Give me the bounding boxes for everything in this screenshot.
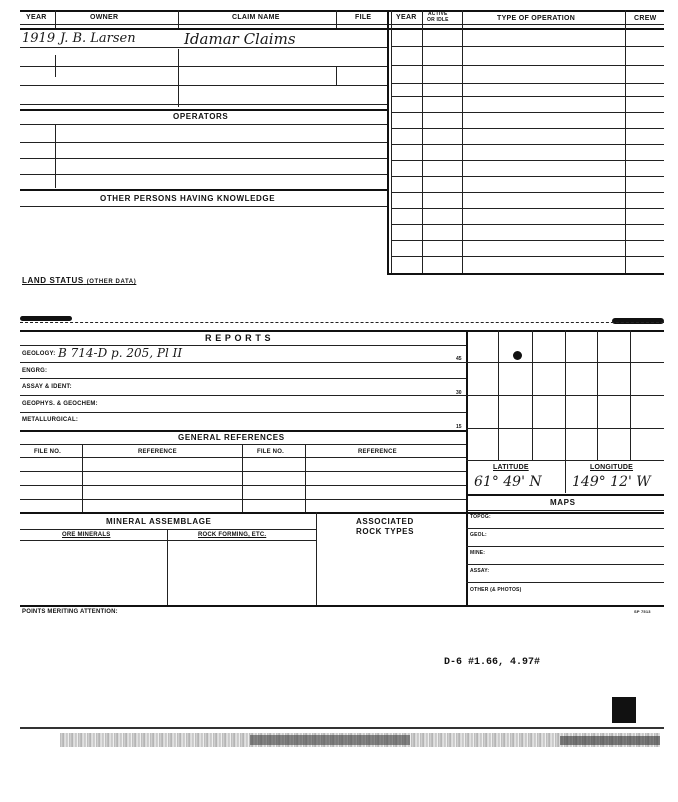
row-line	[20, 378, 466, 379]
col-divider	[55, 55, 56, 77]
scan-smudge	[612, 318, 664, 324]
metallurgical-label: METALLURGICAL:	[22, 417, 79, 423]
op-row-line	[391, 208, 664, 209]
op-row-line	[391, 65, 664, 66]
header-bottom-line	[20, 24, 664, 25]
maps-heading: MAPS	[550, 498, 576, 507]
row-line	[466, 528, 664, 529]
engrg-label: ENGRG:	[22, 368, 48, 374]
row-line	[466, 546, 664, 547]
row-line	[466, 582, 664, 583]
row-line	[466, 564, 664, 565]
col-year2-header: YEAR	[396, 14, 417, 21]
margin-number-30: 30	[456, 390, 462, 396]
row-line	[20, 104, 387, 105]
op-row-line	[391, 96, 664, 97]
row-line	[20, 430, 466, 432]
grid-row	[466, 395, 664, 396]
col-file-header: FILE	[355, 14, 372, 21]
op-row-line	[391, 256, 664, 257]
row-line	[20, 485, 466, 486]
ref-col-file-no-2: FILE NO.	[257, 449, 284, 455]
assay-label: ASSAY & IDENT:	[22, 384, 72, 390]
geophys-label: GEOPHYS. & GEOCHEM:	[22, 401, 98, 407]
op-row-line	[391, 112, 664, 113]
scan-dark-patch	[250, 735, 410, 745]
row-line	[20, 142, 387, 143]
col-divider	[55, 10, 56, 28]
bottom-border	[20, 605, 664, 607]
op-row-line	[391, 160, 664, 161]
row-line	[20, 444, 466, 445]
ref-col-reference-1: REFERENCE	[138, 449, 177, 455]
entry-owner: J. B. Larsen	[60, 31, 136, 46]
scan-dark-patch	[560, 736, 660, 745]
longitude-value: 149° 12' W	[572, 474, 651, 490]
row-line	[466, 510, 664, 511]
margin-number-45: 45	[456, 356, 462, 362]
other-persons-top-line	[20, 189, 387, 191]
land-status-label: LAND STATUS	[22, 276, 84, 285]
col-divider	[178, 49, 179, 107]
col-divider	[565, 460, 566, 493]
col-active-header-2: OR IDLE	[427, 17, 449, 23]
op-row-line	[391, 83, 664, 84]
maps-other-label: OTHER (& PHOTOS)	[470, 587, 522, 593]
row-line	[466, 494, 664, 496]
op-row-line	[391, 128, 664, 129]
latitude-label: LATITUDE	[493, 464, 529, 471]
row-line	[20, 124, 387, 125]
row-line	[20, 540, 316, 541]
entry-year: 1919	[22, 31, 56, 46]
mineral-assemblage-heading: MINERAL ASSEMBLAGE	[106, 517, 212, 526]
scan-black-square	[612, 697, 636, 723]
row-line	[20, 457, 466, 458]
col-type-operation-header: TYPE OF OPERATION	[497, 15, 576, 22]
col-divider	[625, 10, 626, 274]
row-line	[20, 471, 466, 472]
main-vertical-divider-inner	[391, 10, 392, 274]
ore-minerals-header: ORE MINERALS	[62, 532, 111, 538]
form-number: SP 7513	[634, 609, 651, 614]
op-row-line	[391, 144, 664, 145]
land-status-sublabel: (OTHER DATA)	[86, 279, 137, 285]
points-meriting-label: POINTS MERITING ATTENTION:	[22, 609, 118, 615]
grid-row	[466, 362, 664, 363]
rock-forming-header: ROCK FORMING, ETC.	[198, 532, 267, 538]
maps-geol-label: GEOL:	[470, 532, 487, 538]
col-divider	[55, 124, 56, 188]
col-divider	[316, 512, 317, 605]
col-divider	[82, 444, 83, 512]
geology-value: B 714-D p. 205, Pl II	[58, 346, 183, 360]
col-active-header-1: ACTIVE	[428, 11, 448, 17]
op-row-line	[391, 46, 664, 47]
op-row-line	[391, 224, 664, 225]
associated-rock-types-heading-1: ASSOCIATED	[356, 517, 414, 526]
operators-heading: OPERATORS	[173, 112, 229, 121]
reports-top-border	[20, 330, 664, 332]
row-line	[20, 412, 466, 413]
op-bottom-line	[387, 273, 664, 275]
torn-edge-line	[20, 322, 664, 323]
row-line	[20, 362, 466, 363]
top-border	[20, 10, 664, 12]
location-dot	[513, 351, 522, 360]
other-persons-heading: OTHER PERSONS HAVING KNOWLEDGE	[100, 194, 276, 203]
row-line	[20, 512, 664, 514]
col-owner-header: OWNER	[90, 14, 119, 21]
longitude-label: LONGITUDE	[590, 464, 634, 471]
col-divider	[336, 66, 337, 86]
col-divider	[336, 10, 337, 28]
op-row-line	[391, 240, 664, 241]
geology-label: GEOLOGY:	[22, 351, 56, 357]
col-divider	[305, 444, 306, 512]
op-row-line	[391, 176, 664, 177]
col-divider	[422, 10, 423, 274]
scan-smudge	[20, 316, 72, 321]
col-crew-header: CREW	[634, 15, 657, 22]
row-line	[20, 85, 387, 86]
main-vertical-divider	[387, 10, 389, 274]
maps-mine-label: MINE:	[470, 550, 486, 556]
col-year-header: YEAR	[26, 14, 47, 21]
associated-rock-types-heading-2: ROCK TYPES	[356, 527, 415, 536]
row-line	[20, 174, 387, 175]
land-status-heading	[22, 276, 136, 285]
row-line	[20, 158, 387, 159]
col-divider	[167, 529, 168, 605]
row-line	[20, 206, 387, 207]
typed-note: D-6 #1.66, 4.97#	[444, 657, 541, 668]
row-line	[20, 47, 387, 48]
row-line	[20, 66, 387, 67]
ref-col-file-no-1: FILE NO.	[34, 449, 61, 455]
grid-row	[466, 428, 664, 429]
op-row-line	[391, 192, 664, 193]
maps-assay-label: ASSAY:	[470, 568, 490, 574]
maps-topog-label: TOPOG:	[470, 514, 491, 520]
row-line	[20, 395, 466, 396]
operators-top-line	[20, 109, 387, 111]
row-line	[20, 529, 316, 530]
col-divider	[242, 444, 243, 512]
col-claim-name-header: CLAIM NAME	[232, 14, 280, 21]
margin-number-15: 15	[456, 424, 462, 430]
entry-claim-name: Idamar Claims	[184, 30, 296, 48]
latitude-value: 61° 49' N	[474, 474, 542, 490]
header-double-line	[20, 28, 664, 30]
general-references-heading: GENERAL REFERENCES	[178, 433, 285, 442]
reports-heading: R E P O R T S	[205, 333, 272, 343]
ref-col-reference-2: REFERENCE	[358, 449, 397, 455]
row-line	[20, 499, 466, 500]
scan-edge-line	[20, 727, 664, 729]
col-divider	[178, 10, 179, 28]
col-divider	[462, 10, 463, 274]
